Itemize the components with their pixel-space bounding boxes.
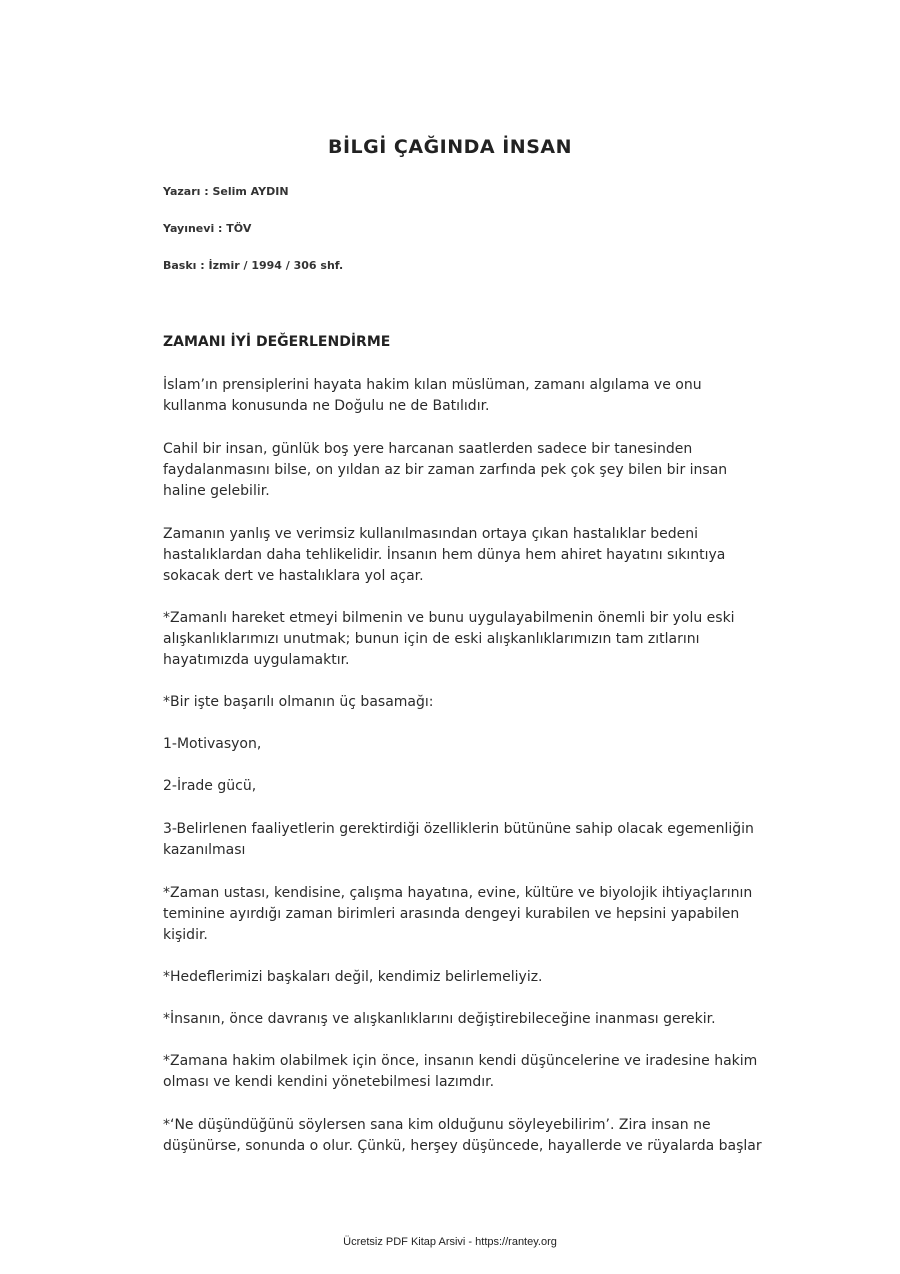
paragraph: *‘Ne düşündüğünü söylersen sana kim olduğunu söyleyebilirim’. Zira insan ne düşünürse, sonunda o olur. Çünkü, herşey düşüncede, hayallerde ve rüyalarda başlar bbox=[163, 1117, 762, 1154]
paragraph: *İnsanın, önce davranış ve alışkanlıklarını değiştirebileceğine inanması gerekir. bbox=[163, 1011, 716, 1027]
list-item: 1-Motivasyon, bbox=[163, 736, 262, 752]
book-title: BİLGİ ÇAĞINDA İNSAN bbox=[327, 136, 572, 158]
print-info-line: Baskı : İzmir / 1994 / 306 shf. bbox=[163, 259, 344, 272]
paragraph: *Zamana hakim olabilmek için önce, insanın kendi düşüncelerine ve iradesine hakim olması ve kendi kendini yönetebilmesi lazımdır. bbox=[163, 1053, 758, 1090]
list-item: 2-İrade gücü, bbox=[163, 778, 257, 794]
section-heading: ZAMANI İYİ DEĞERLENDİRME bbox=[163, 334, 391, 350]
paragraph: *Zaman ustası, kendisine, çalışma hayatına, evine, kültüre ve biyolojik ihtiyaçlarının teminine ayırdığı zaman birimleri arasında dengeyi kurabilen ve hepsini yapabilen kişidir. bbox=[163, 885, 753, 943]
paragraph: *Bir işte başarılı olmanın üç basamağı: bbox=[163, 694, 434, 710]
paragraph: Zamanın yanlış ve verimsiz kullanılmasından ortaya çıkan hastalıklar bedeni hastalıklardan daha tehlikelidir. İnsanın hem dünya hem ahiret hayatını sıkıntıya sokacak dert ve hastalıklara yol açar. bbox=[163, 526, 726, 584]
footer-credit: Ücretsiz PDF Kitap Arsivi - https://rantey.org bbox=[343, 1236, 557, 1248]
paragraph: Cahil bir insan, günlük boş yere harcanan saatlerden sadece bir tanesinden faydalanmasını bilse, on yıldan az bir zaman zarfında pek çok şey bilen bir insan haline gelebilir. bbox=[163, 441, 728, 499]
paragraph: *Zamanlı hareket etmeyi bilmenin ve bunu uygulayabilmenin önemli bir yolu eski alışkanlıklarımızı unutmak; bunun için de eski alışkanlıklarımızın tam zıtlarını hayatımızda uygulamaktır. bbox=[163, 610, 735, 668]
paragraph: *Hedeflerimizi başkaları değil, kendimiz belirlemeliyiz. bbox=[163, 969, 543, 985]
author-line: Yazarı : Selim AYDIN bbox=[163, 185, 289, 198]
paragraph: İslam’ın prensiplerini hayata hakim kılan müslüman, zamanı algılama ve onu kullanma konusunda ne Doğulu ne de Batılıdır. bbox=[163, 377, 702, 414]
list-item: 3-Belirlenen faaliyetlerin gerektirdiği özelliklerin bütününe sahip olacak egemenliğin kazanılması bbox=[163, 821, 754, 858]
publisher-line: Yayınevi : TÖV bbox=[163, 222, 252, 235]
